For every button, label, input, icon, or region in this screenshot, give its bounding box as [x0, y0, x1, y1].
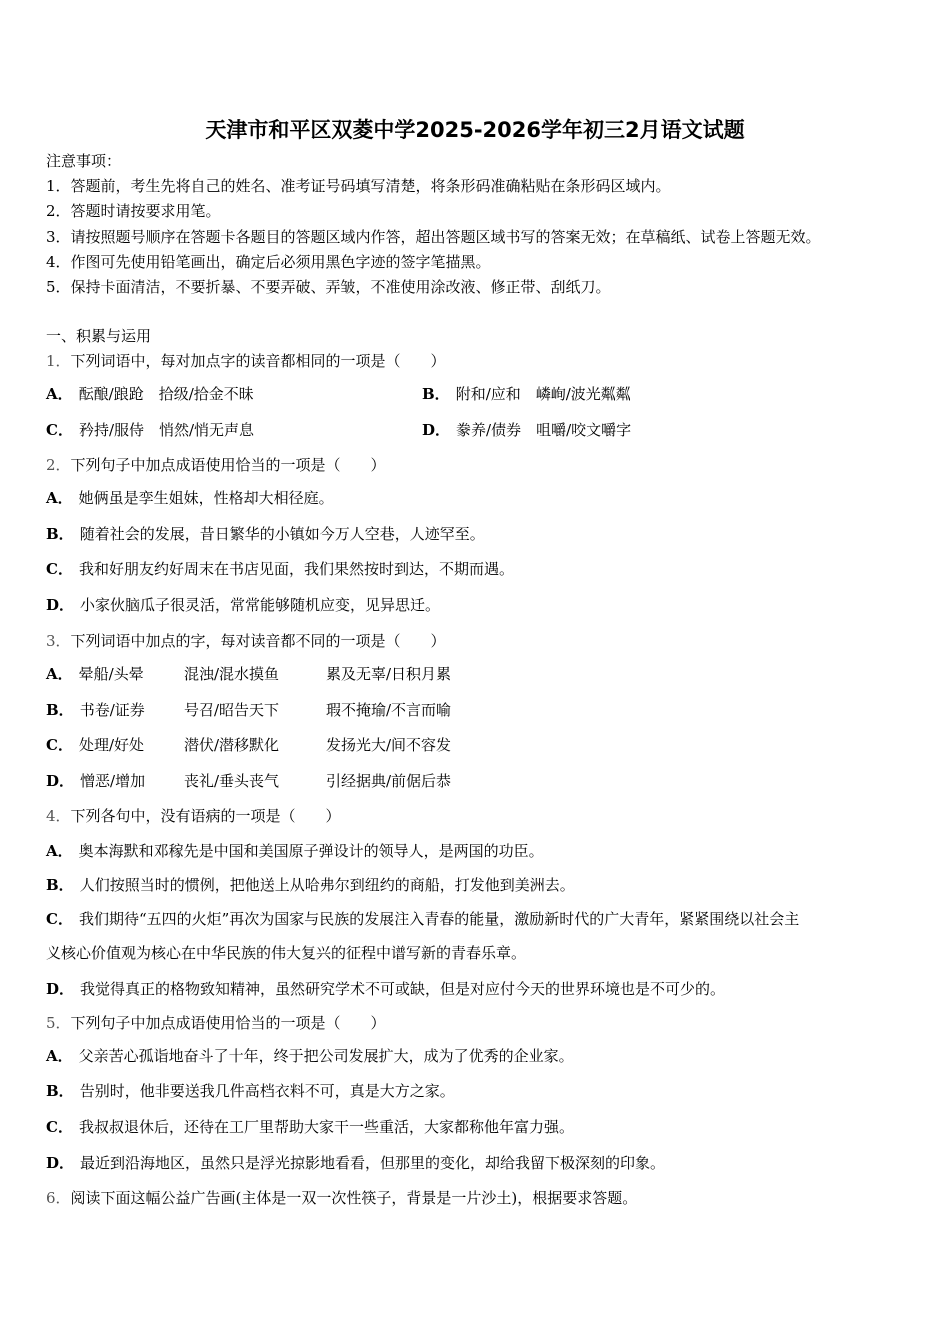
- option-text: 小家伙脑瓜子很灵活，常常能够随机应变，见异思迁。: [80, 596, 441, 614]
- question-3: [46, 631, 446, 651]
- question-text: 下列词语中加点的字，每对读音都不同的一项是（ ）: [70, 632, 446, 650]
- option-text: 我觉得真正的格物致知精神，虽然研究学术不可或缺，但是对应付今天的世界环境也是不可少的。: [80, 980, 726, 998]
- option-d: [46, 1153, 665, 1173]
- option-c: [46, 909, 799, 929]
- option-label: D．: [422, 421, 451, 439]
- option-c: [46, 1117, 574, 1137]
- option-label: D．: [46, 1154, 75, 1172]
- notice-item: 2．答题时请按要求用笔。: [46, 202, 221, 220]
- question-number: 6．: [46, 1189, 71, 1207]
- question-1: [46, 351, 446, 371]
- question-number: 4．: [46, 807, 71, 825]
- notice-item: 3．请按照题号顺序在答题卡各题目的答题区域内作答，超出答题区域书写的答案无效；在草稿纸、试卷上答题无效。: [46, 228, 821, 246]
- option-c: [46, 735, 646, 755]
- option-label: A．: [46, 842, 73, 860]
- question-number: 5．: [46, 1014, 71, 1032]
- option-text: 奥本海默和邓稼先是中国和美国原子弹设计的领导人，是两国的功臣。: [78, 842, 544, 860]
- option-label: C．: [46, 910, 73, 928]
- option-text: 告别时，他非要送我几件高档衣料不可，真是大方之家。: [79, 1082, 455, 1100]
- question-5: [46, 1013, 386, 1033]
- option-label: D．: [46, 772, 75, 790]
- option-label: D．: [46, 596, 75, 614]
- option-text: 随着社会的发展，昔日繁华的小镇如今万人空巷，人迹罕至。: [79, 525, 485, 543]
- option-word: 晕船/头晕: [78, 665, 144, 683]
- q1-options-ab: [46, 384, 906, 404]
- question-number: 1．: [46, 352, 71, 370]
- option-text: 我和好朋友约好周末在书店见面，我们果然按时到达，不期而遇。: [78, 560, 514, 578]
- option-b: 附和/应和 嶙峋/波光粼粼: [455, 385, 631, 403]
- question-number: 2．: [46, 456, 71, 474]
- option-label: C．: [46, 421, 73, 439]
- option-label: A．: [46, 489, 73, 507]
- option-b: [46, 875, 575, 895]
- option-label: B．: [46, 876, 74, 894]
- option-text: 我们期待“五四的火炬”再次为国家与民族的发展注入青春的能量，激励新时代的广大青年，紧紧围绕以社会主: [78, 910, 800, 928]
- option-label: C．: [46, 1118, 73, 1136]
- option-text: 她俩虽是孪生姐妹，性格却大相径庭。: [78, 489, 334, 507]
- option-text: 父亲苦心孤诣地奋斗了十年，终于把公司发展扩大，成为了优秀的企业家。: [78, 1047, 574, 1065]
- option-label: D．: [46, 980, 75, 998]
- option-text: 人们按照当时的惯例，把他送上从哈弗尔到纽约的商船，打发他到美洲去。: [79, 876, 575, 894]
- notice-item: 1．答题前，考生先将自己的姓名、准考证号码填写清楚，将条形码准确粘贴在条形码区域内。: [46, 177, 671, 195]
- option-word: 号召/昭告天下: [184, 701, 280, 719]
- option-a: 酝酿/踉跄 拾级/拾金不昧: [78, 385, 254, 403]
- question-6: [46, 1188, 637, 1208]
- section-heading: 一、积累与运用: [46, 327, 152, 345]
- option-a: [46, 488, 334, 508]
- option-d: [46, 595, 440, 615]
- option-label: B．: [422, 385, 450, 403]
- page-title: 天津市和平区双菱中学2025-2026学年初三2月语文试题: [205, 118, 745, 142]
- option-d: [46, 771, 646, 791]
- question-text: 下列句子中加点成语使用恰当的一项是（ ）: [70, 1014, 386, 1032]
- option-word: 瑕不掩瑜/不言而喻: [326, 701, 452, 719]
- option-word: 处理/好处: [78, 736, 145, 754]
- option-label: A．: [46, 385, 73, 403]
- option-text: 我叔叔退休后，还待在工厂里帮助大家干一些重活，大家都称他年富力强。: [78, 1118, 574, 1136]
- option-c-continued: 义核心价值观为核心在中华民族的伟大复兴的征程中谱写新的青春乐章。: [46, 944, 527, 962]
- option-a: [46, 1046, 574, 1066]
- option-d-wrap: [422, 420, 631, 440]
- option-c: [46, 559, 514, 579]
- option-word: 混浊/混水摸鱼: [184, 665, 280, 683]
- option-word: 潜伏/潜移默化: [184, 736, 280, 754]
- question-2: [46, 455, 386, 475]
- q1-options-cd: [46, 420, 906, 440]
- question-text: 下列各句中，没有语病的一项是（ ）: [70, 807, 341, 825]
- question-4: [46, 806, 341, 826]
- option-c: 矜持/服侍 悄然/悄无声息: [78, 421, 255, 439]
- option-label: A．: [46, 1047, 73, 1065]
- option-text: 最近到沿海地区，虽然只是浮光掠影地看看，但那里的变化，却给我留下极深刻的印象。: [80, 1154, 666, 1172]
- option-label: A．: [46, 665, 73, 683]
- option-label: C．: [46, 736, 73, 754]
- option-word: 丧礼/垂头丧气: [184, 772, 280, 790]
- notice-item: 5．保持卡面清洁，不要折暴、不要弄破、弄皱，不准使用涂改液、修正带、刮纸刀。: [46, 278, 611, 296]
- question-text: 下列词语中，每对加点字的读音都相同的一项是（ ）: [70, 352, 446, 370]
- notice-heading: 注意事项：: [46, 152, 122, 170]
- option-b: [46, 1081, 455, 1101]
- option-b-wrap: [422, 384, 631, 404]
- option-b: [46, 524, 485, 544]
- option-d: [46, 979, 725, 999]
- option-word: 书卷/证券: [79, 701, 145, 719]
- option-label: C．: [46, 560, 73, 578]
- question-text: 阅读下面这幅公益广告画(主体是一双一次性筷子，背景是一片沙土)，根据要求答题。: [70, 1189, 638, 1207]
- notice-item: 4．作图可先使用铅笔画出，确定后必须用黑色字迹的签字笔描黑。: [46, 253, 491, 271]
- option-a: [46, 841, 544, 861]
- option-word: 引经据典/前倨后恭: [326, 772, 452, 790]
- option-label: B．: [46, 525, 74, 543]
- option-word: 累及无辜/日积月累: [326, 665, 452, 683]
- question-number: 3．: [46, 632, 71, 650]
- option-word: 发扬光大/间不容发: [326, 736, 452, 754]
- option-label: B．: [46, 701, 74, 719]
- option-word: 憎恶/增加: [80, 772, 146, 790]
- option-b: [46, 700, 646, 720]
- option-d: 豢养/债券 咀嚼/咬文嚼字: [456, 421, 632, 439]
- option-a: [46, 664, 646, 684]
- question-text: 下列句子中加点成语使用恰当的一项是（ ）: [70, 456, 386, 474]
- option-label: B．: [46, 1082, 74, 1100]
